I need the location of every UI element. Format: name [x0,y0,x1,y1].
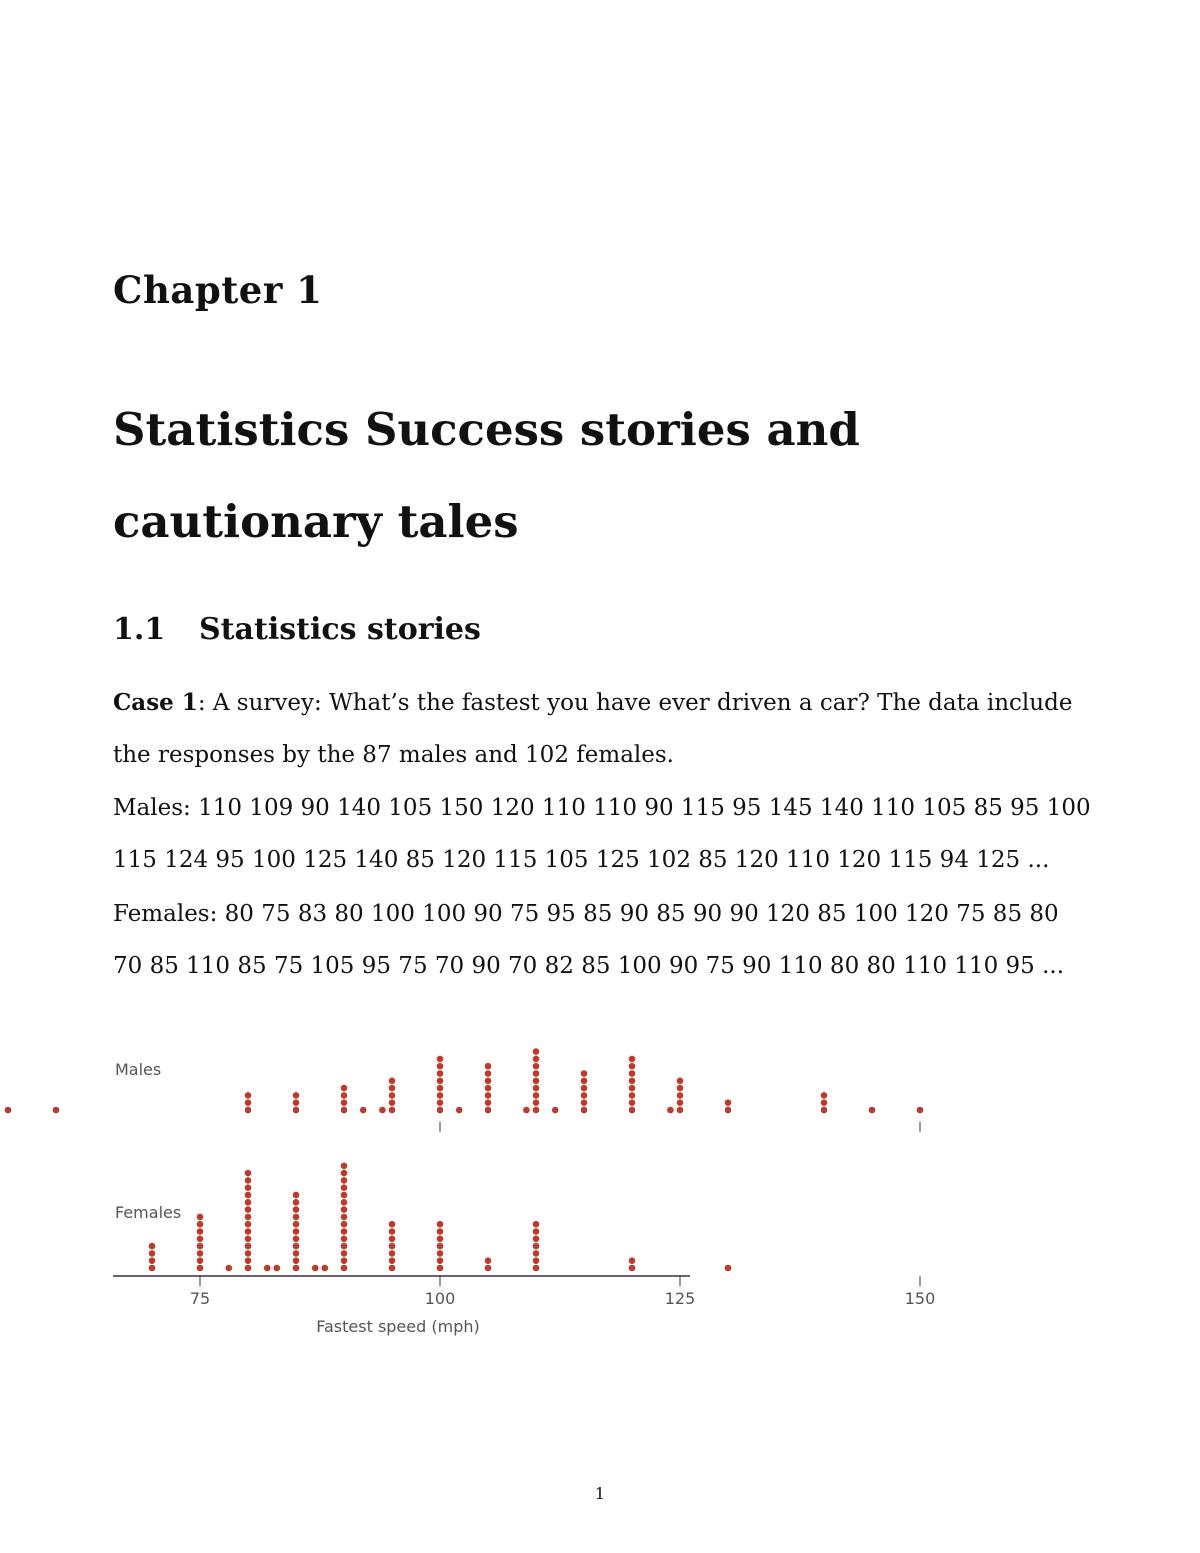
females-dot [341,1206,348,1213]
females-dot [245,1250,252,1257]
males-dot [293,1099,300,1106]
males-dot [5,1107,12,1114]
females-dot [197,1221,204,1228]
females-dot [629,1265,636,1272]
females-dot [226,1265,233,1272]
males-dot [533,1063,540,1070]
males-dot [677,1078,684,1085]
females-dot [533,1265,540,1272]
x-tick-label: 150 [904,1289,936,1308]
females-dot [341,1221,348,1228]
males-dot [389,1107,396,1114]
males-dot [581,1078,588,1085]
females-dot [149,1243,156,1250]
x-axis-label: Fastest speed (mph) [316,1317,480,1336]
males-dot [533,1056,540,1063]
females-dot [149,1265,156,1272]
females-dot [293,1243,300,1250]
males-dot [437,1085,444,1092]
females-dot [293,1236,300,1243]
females-dot [293,1228,300,1235]
chapter-heading: Chapter 1 [113,268,323,312]
females-dot [245,1265,252,1272]
males-dot [533,1085,540,1092]
females-dot [293,1214,300,1221]
males-dot [293,1107,300,1114]
males-dot [533,1048,540,1055]
males-dot [437,1099,444,1106]
females-dot [274,1265,281,1272]
females-dot [312,1265,319,1272]
males-dot [245,1092,252,1099]
females-dot [341,1243,348,1250]
males-dot [245,1099,252,1106]
females-dot [341,1236,348,1243]
males-dot [437,1092,444,1099]
females-dot [293,1257,300,1264]
males-dot [485,1092,492,1099]
females-dot [389,1236,396,1243]
females-dot [293,1199,300,1206]
males-data-line: Males: 110 109 90 140 105 150 120 110 110 90 115 95 145 140 110 105 85 95 100 115 124 95 100 125 140 85 120 115 105 125 102 85 120 110 120 115 94 125 ... [113,795,1091,873]
females-dot [197,1250,204,1257]
males-dot [533,1107,540,1114]
females-dot [245,1199,252,1206]
females-dot [341,1192,348,1199]
females-dot [245,1236,252,1243]
males-dot [485,1070,492,1077]
females-dot [293,1250,300,1257]
females-dot [245,1177,252,1184]
females-dot [197,1228,204,1235]
males-dot [677,1092,684,1099]
females-dot [341,1170,348,1177]
females-dot [389,1257,396,1264]
males-dot [581,1092,588,1099]
females-dot [293,1192,300,1199]
females-dot [341,1265,348,1272]
males-dot [533,1092,540,1099]
females-dot [437,1228,444,1235]
males-dot [629,1107,636,1114]
chapter-title: Statistics Success stories and cautionary tales [113,403,860,548]
males-dot [485,1063,492,1070]
males-dot [341,1092,348,1099]
males-dot [437,1056,444,1063]
males-dot [533,1070,540,1077]
females-dot [389,1250,396,1257]
males-dot [341,1099,348,1106]
males-dot [379,1107,386,1114]
males-dot [869,1107,876,1114]
males-dot [360,1107,367,1114]
females-dot [437,1257,444,1264]
males-dot [389,1099,396,1106]
females-dot [245,1184,252,1191]
males-dot [485,1085,492,1092]
males-dot [581,1099,588,1106]
females-dot [533,1236,540,1243]
males-dot [552,1107,559,1114]
females-dot [245,1170,252,1177]
females-dot [341,1199,348,1206]
x-tick-label: 125 [664,1289,696,1308]
females-dot [437,1236,444,1243]
males-dot [725,1099,732,1106]
females-dot [245,1221,252,1228]
males-dot [725,1107,732,1114]
males-dot [677,1085,684,1092]
females-dot [533,1257,540,1264]
females-dot [197,1236,204,1243]
males-dot [485,1078,492,1085]
females-dot [341,1163,348,1170]
females-dot [341,1214,348,1221]
females-dot [533,1243,540,1250]
males-dot [821,1107,828,1114]
females-dot [629,1257,636,1264]
females-dot [245,1206,252,1213]
females-dot [725,1265,732,1272]
females-dot [245,1214,252,1221]
females-dot [341,1250,348,1257]
section-heading [113,612,481,647]
females-dot [533,1221,540,1228]
females-data-line: Females: 80 75 83 80 100 100 90 75 95 85 90 85 90 90 120 85 100 120 75 85 80 70 85 110 85 75 105 95 75 70 90 70 82 85 100 90 75 90 110 80 80 110 110 95 ... [113,901,1065,979]
males-dot [437,1107,444,1114]
females-dot [149,1250,156,1257]
females-row-label: Females [115,1203,182,1222]
males-dot [485,1099,492,1106]
case-paragraph [113,677,1093,781]
males-dot [677,1107,684,1114]
females-dot [533,1228,540,1235]
males-dot [389,1092,396,1099]
females-dot [264,1265,271,1272]
males-dot [677,1099,684,1106]
females-dot [197,1243,204,1250]
case-label: Case 1 [113,689,198,716]
males-dot [917,1107,924,1114]
females-dot [245,1243,252,1250]
x-tick-label: 75 [189,1289,211,1308]
males-dot [523,1107,530,1114]
females-dot [293,1221,300,1228]
males-dot [629,1056,636,1063]
males-dot [485,1107,492,1114]
males-dot [629,1085,636,1092]
males-dot [341,1085,348,1092]
dot-marks [0,1048,923,1271]
males-dot [245,1107,252,1114]
females-dot [533,1250,540,1257]
males-dot [389,1085,396,1092]
males-dot [581,1070,588,1077]
males-dot [533,1078,540,1085]
females-dot [341,1184,348,1191]
females-dot [245,1192,252,1199]
females-dot [437,1265,444,1272]
females-dot [341,1228,348,1235]
females-dot [197,1214,204,1221]
males-dot [437,1063,444,1070]
females-dot [322,1265,329,1272]
females-dot [293,1206,300,1213]
males-dot [629,1078,636,1085]
males-dot [53,1107,60,1114]
section-number: 1.1 [113,612,166,647]
females-dot [437,1250,444,1257]
males-row-label: Males [115,1060,162,1079]
females-dot [485,1257,492,1264]
females-dot [389,1243,396,1250]
dot-plot [0,1010,936,1350]
males-dot [533,1099,540,1106]
males-dot [437,1078,444,1085]
males-dot [629,1063,636,1070]
males-dot [821,1099,828,1106]
males-dot [629,1092,636,1099]
females-dot [485,1265,492,1272]
males-dot [629,1099,636,1106]
section-title: Statistics stories [199,612,481,647]
females-dot [389,1228,396,1235]
case-text: : A survey: What’s the fastest you have ever driven a car? The data include the responses by the 87 males and 102 females. [113,690,1073,768]
males-dot [389,1078,396,1085]
females-dot [293,1265,300,1272]
females-dot [437,1221,444,1228]
females-dot [341,1257,348,1264]
females-dot [197,1257,204,1264]
females-dot [389,1265,396,1272]
females-dot [245,1257,252,1264]
females-dot [341,1177,348,1184]
males-dot [437,1070,444,1077]
males-dot [667,1107,674,1114]
females-dot [245,1228,252,1235]
males-dot [293,1092,300,1099]
females-dot [149,1257,156,1264]
females-dot [437,1243,444,1250]
females-dot [389,1221,396,1228]
males-dot [581,1107,588,1114]
males-dot [456,1107,463,1114]
males-dot [629,1070,636,1077]
x-tick-label: 100 [424,1289,456,1308]
males-dot [341,1107,348,1114]
page-number: 1 [594,1484,606,1503]
males-dot [821,1092,828,1099]
females-dot [197,1265,204,1272]
males-dot [581,1085,588,1092]
